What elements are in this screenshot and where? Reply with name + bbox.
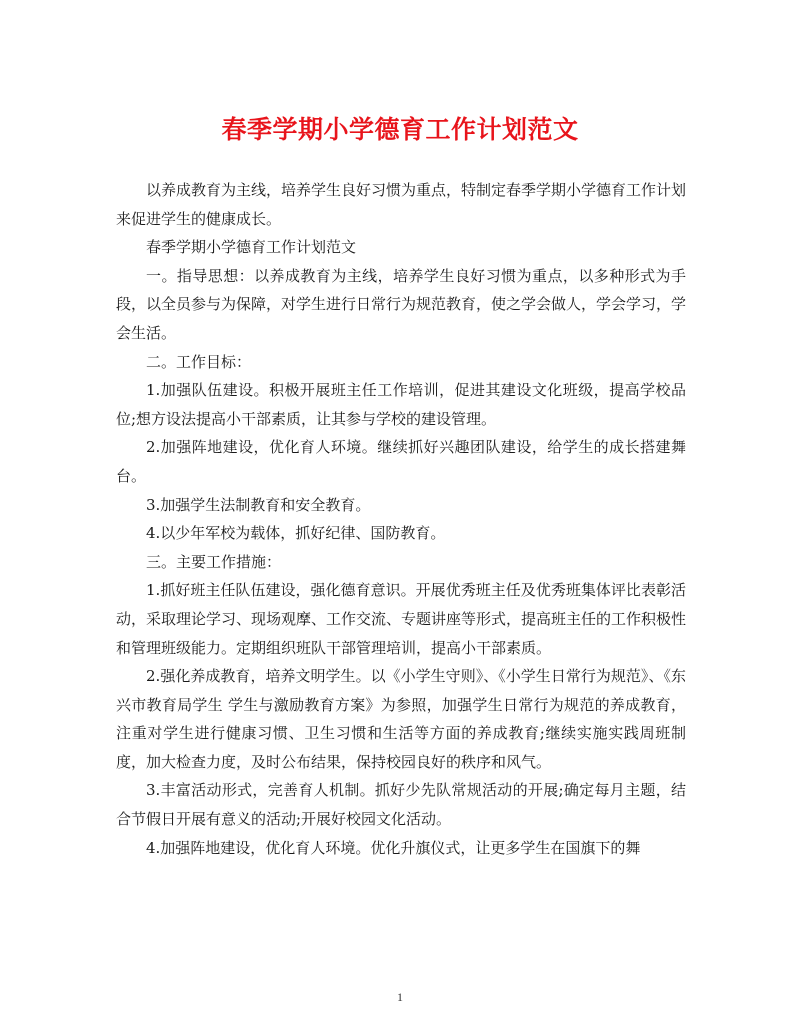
page-number: 1 [397, 990, 403, 1004]
paragraph-goals-heading: 二。工作目标： [146, 352, 252, 371]
paragraph-measure-1: 1.抓好班主任队伍建设，强化德育意识。开展优秀班主任及优秀班集体评比表彰活动，采取理论学习、现场观摩、工作交流、专题讲座等形式，提高班主任的工作积极性和管理班级能力。定期组织班队干部管理培训，提高小干部素质。 [116, 581, 687, 657]
document-body [116, 176, 686, 862]
paragraph-subtitle: 春季学期小学德育工作计划范文 [146, 238, 357, 257]
paragraph-guiding-ideology: 一。指导思想：以养成教育为主线，培养学生良好习惯为重点，以多种形式为手段，以全员参与为保障，对学生进行日常行为规范教育，使之学会做人，学会学习，学会生活。 [116, 266, 687, 342]
paragraph-intro: 以养成教育为主线，培养学生良好习惯为重点，特制定春季学期小学德育工作计划来促进学生的健康成长。 [116, 181, 687, 228]
paragraph-measures-heading: 三。主要工作措施： [146, 552, 282, 571]
paragraph-goal-2: 2.加强阵地建设，优化育人环境。继续抓好兴趣团队建设，给学生的成长搭建舞台。 [116, 438, 686, 485]
paragraph-measure-4: 4.加强阵地建设，优化育人环境。优化升旗仪式，让更多学生在国旗下的舞 [146, 838, 641, 857]
paragraph-measure-3: 3.丰富活动形式，完善育人机制。抓好少先队常规活动的开展;确定每月主题，结合节假日开展有意义的活动;开展好校园文化活动。 [116, 781, 686, 829]
paragraph-goal-1: 1.加强队伍建设。积极开展班主任工作培训，促进其建设文化班级，提高学校品位;想方设法提高小干部素质，让其参与学校的建设管理。 [116, 381, 686, 428]
paragraph-measure-2: 2.强化养成教育，培养文明学生。以《小学生守则》、《小学生日常行为规范》、《东兴市教育局学生 学生与激励教育方案》为参照，加强学生日常行为规范的养成教育，注重对学生进行健康习惯、卫生习惯和生活等方面的养成教育;继续实施实践周班制度，加大检查力度，及时公布结果，保持校园良好的秩序和风气。 [116, 667, 686, 771]
document-title: 春季学期小学德育工作计划范文 [221, 115, 579, 144]
paragraph-goal-3: 3.加强学生法制教育和安全教育。 [146, 495, 371, 514]
paragraph-goal-4: 4.以少年军校为载体，抓好纪律、国防教育。 [146, 524, 446, 543]
